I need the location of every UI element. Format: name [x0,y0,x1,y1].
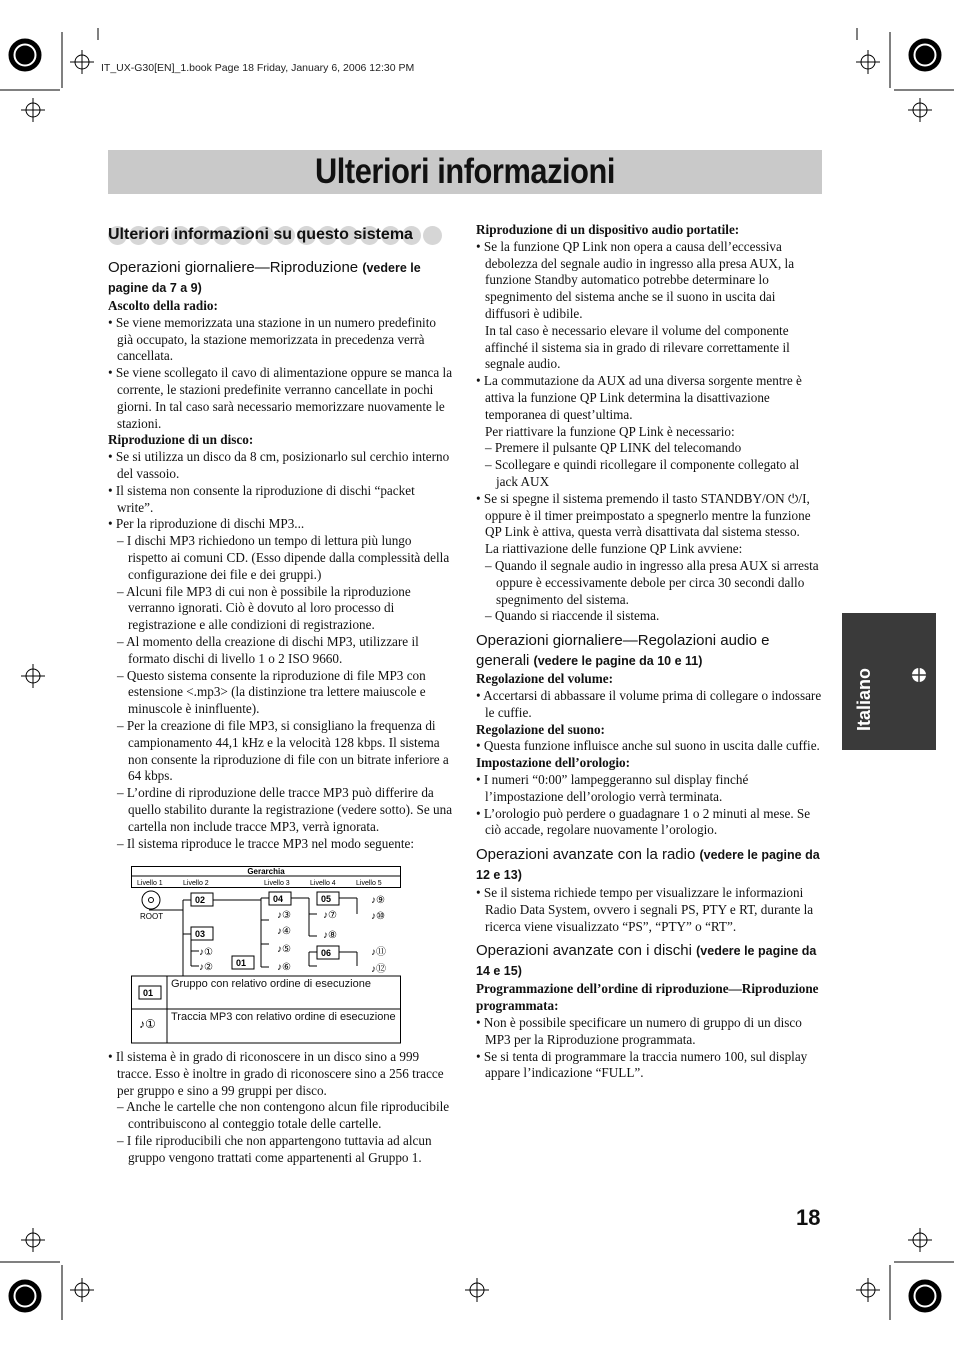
list-item: – L’ordine di riproduzione delle tracce MP3 può differire da quello stabilito durante la registrazione (vedere sotto). Se una cartella non include tracce MP3, verrà ignorata. [117,785,453,834]
list-item: • Non è possibile specificare un numero di gruppo di un disco MP3 per la Riproduzione programmata. [476,1015,802,1047]
list-item: – Il sistema riproduce le tracce MP3 nel modo seguente: [117,835,414,851]
left-column [108,224,454,852]
track-number: ♪⑫ [371,964,386,975]
group-number: 05 [321,894,332,904]
list-item: • La commutazione da AUX ad una diversa sorgente mentre è attiva la funzione QP Link determina la disattivazione temporanea di quest’ultima. [476,373,802,422]
label-disco: Riproduzione di un disco: [108,432,254,448]
track-number: ♪② [199,962,213,973]
track-number: ♪⑦ [323,910,337,921]
book-header-line: IT_UX-G30[EN]_1.book Page 18 Friday, January 6, 2006 12:30 PM [101,62,415,74]
track-number: ♪① [199,947,213,958]
list-item: • Accertarsi di abbassare il volume prima di collegare o indossare le cuffie. [476,687,822,720]
language-label: Italiano [854,667,874,731]
list-item: • Se la funzione QP Link non opera a causa dell’eccessiva debolezza del segnale audio in ingresso alla presa AUX, la funzione Standby automatico potrebbe determinare lo spegnimento del sistema anche se il suono in uscita dai diffusori è udibile. [476,238,795,321]
heading-radio-main: Operazioni avanzate con la radio [476,846,696,864]
list-item: • Questa funzione influisce anche sul suono in uscita dalle cuffie. [476,738,820,754]
page-title: Ulteriori informazioni [314,152,616,191]
crosshair-icon [910,666,928,684]
group-number: 06 [321,948,332,958]
track-number: ♪④ [277,926,291,937]
list-item: – I file riproducibili che non appartengono tuttavia ad alcun gruppo vengono trattati come appartenenti al Gruppo 1. [117,1132,432,1165]
list-item: • Se si utilizza un disco da 8 cm, posizionarlo sul cerchio interno del vassoio. [108,449,450,481]
list-item: • Se viene memorizzata una stazione in un numero predefinito già occupato, la stazione memorizzata in precedenza verrà cancellata. [108,314,436,364]
level-label: Livello 1 [137,880,163,887]
list-item: • L’orologio può perdere o guadagnare 1 o 2 minuti al mese. Se ciò accade, regolare nuovamente l’orologio. [476,805,811,838]
legend-track-icon: ♪① [139,1017,156,1031]
label-volume: Regolazione del volume: [476,671,613,687]
track-number: ♪⑪ [371,947,386,958]
right-column [476,222,822,1082]
list-item: – Alcuni file MP3 di cui non è possibile la riproduzione verranno ignorati. Ciò è dovuto al loro processo di registrazione e alle condizioni di registrazione. [117,583,411,633]
list-item-continuation: Per riattivare la funzione QP Link è necessario: [485,423,735,439]
label-suono: Regolazione del suono: [476,721,605,737]
heading-dischi-ref: (vedere le pagine da 14 e 15) [476,944,817,979]
track-number: ♪⑤ [277,944,291,955]
track-number: ♪⑧ [323,930,337,941]
list-item: – Questo sistema consente la riproduzione di file MP3 con estensione <.mp3> (la distinzione tra lettere maiuscole e minuscole è ininfluente). [117,667,426,717]
list-item: – Quando si riaccende il sistema. [485,608,660,624]
list-item-continuation: La riattivazione delle funzione QP Link avviene: [485,541,743,557]
root-disc-icon [142,891,160,909]
list-item: • Se il sistema richiede tempo per visualizzare le informazioni Radio Data System, ovvero i segnali PS, PTY e RT, durante la ricerca viene visualizzato “PS”, “PTY” o “RT”. [476,885,814,934]
legend-group-text: Gruppo con relativo ordine di esecuzione [171,978,371,990]
level-label: Livello 5 [356,880,382,887]
legend-track-text: Traccia MP3 con relativo ordine di esecuzione [171,1011,396,1023]
level-label: Livello 3 [264,880,290,887]
heading-regolazioni [476,631,822,671]
track-number: ♪⑨ [371,895,385,906]
page-title-bar [108,150,822,194]
mp3-hierarchy-diagram [131,866,401,1044]
heading-riproduzione-ref: (vedere le pagine da 7 a 9) [108,261,421,295]
track-number: ♪③ [277,910,291,921]
list-item: • Se si spegne il sistema premendo il tasto STANDBY/ON ⏻/I, oppure è il timer preimpostato a spegnerlo mentre la funzione QP Link è attiva, questa verrà disattivata dal sistema stesso. [476,490,811,540]
list-item: • Se viene scollegato il cavo di alimentazione oppure se manca la corrente, le stazioni predefinite verranno cancellate in pochi giorni. In tal caso sarà necessario memorizzare nuovamente le stazioni. [108,365,453,431]
list-item: – Al momento della creazione di dischi MP3, utilizzare il formato dischi di livello 1 o 2 ISO 9660. [117,633,419,666]
group-number: 04 [273,894,284,904]
diagram-title: Gerarchia [247,867,285,876]
heading-radio-ref: (vedere le pagine da 12 e 13) [476,848,820,883]
heading-dischi [476,941,822,981]
group-number: 03 [195,929,206,939]
language-side-tab [842,613,936,750]
heading-riproduzione [108,258,454,298]
root-label: ROOT [140,912,164,921]
list-item: • Il sistema è in grado di riconoscere in un disco sino a 999 tracce. Esso è inoltre in grado di riconoscere sino a 256 tracce per gruppo e sino a 99 gruppi per disco. [108,1049,444,1098]
heading-dischi-main: Operazioni avanzate con i dischi [476,942,692,960]
group-number: 01 [236,958,247,968]
section-title [108,224,454,248]
list-item: – Scollegare e quindi ricollegare il componente collegato al jack AUX [485,457,800,489]
level-label: Livello 2 [183,880,209,887]
heading-regolazioni-ref: (vedere le pagine da 10 e 11) [533,654,703,669]
legend-group-number: 01 [143,988,154,998]
label-programmazione: Programmazione dell’ordine di riproduzione—Riproduzione programmata: [476,981,819,1014]
list-item: – I dischi MP3 richiedono un tempo di lettura più lungo rispetto ai comuni CD. (Esso dipende dalla complessità della configurazione dei file e dei gruppi.) [117,533,450,582]
heading-radio [476,845,822,885]
heading-riproduzione-main: Operazioni giornaliere—Riproduzione [108,259,359,276]
group-number: 02 [195,895,206,905]
list-item: – Per la creazione di file MP3, si consigliano la frequenza di campionamento 44,1 kHz e la velocità 128 kbps. Il sistema non consente la riproduzione di file con un bitrate inferiore a 64 kbps. [117,717,449,784]
page-number: 18 [796,1205,821,1230]
track-number: ♪⑩ [371,911,385,922]
label-portatile: Riproduzione di un dispositivo audio portatile: [476,222,740,237]
heading-regolazioni-main: Operazioni giornaliere—Regolazioni audio e generali [476,632,770,670]
language-label-wrap [850,625,880,735]
list-item: • Per la riproduzione di dischi MP3... [108,516,305,532]
label-ascolto: Ascolto della radio: [108,298,218,313]
list-item: – Quando il segnale audio in ingresso alla presa AUX si arresta oppure è eccessivamente debole per circa 30 secondi dallo spegnimento del sistema. [485,557,819,607]
list-item: • Se si tenta di programmare la traccia numero 100, sul display appare l’indicazione “FULL”. [476,1048,808,1081]
label-orologio: Impostazione dell’orologio: [476,755,630,771]
section-title-text: Ulteriori informazioni su questo sistema [108,226,413,243]
list-item: – Anche le cartelle che non contengono alcun file riproducibile contribuiscono al conteggio totale delle cartelle. [117,1099,450,1132]
track-number: ♪⑥ [277,962,291,973]
left-column-bottom [108,1049,454,1167]
list-item: • I numeri “0:00” lampeggeranno sul display finché l’impostazione dell’orologio verrà terminata. [476,771,749,804]
level-label: Livello 4 [310,880,336,887]
list-item: • Il sistema non consente la riproduzione di dischi “packet write”. [108,482,415,515]
list-item: – Premere il pulsante QP LINK del telecomando [485,440,742,456]
list-item-continuation: In tal caso è necessario elevare il volume del componente affinché il sistema sia in grado di rilevare correttamente il segnale audio. [485,322,790,372]
